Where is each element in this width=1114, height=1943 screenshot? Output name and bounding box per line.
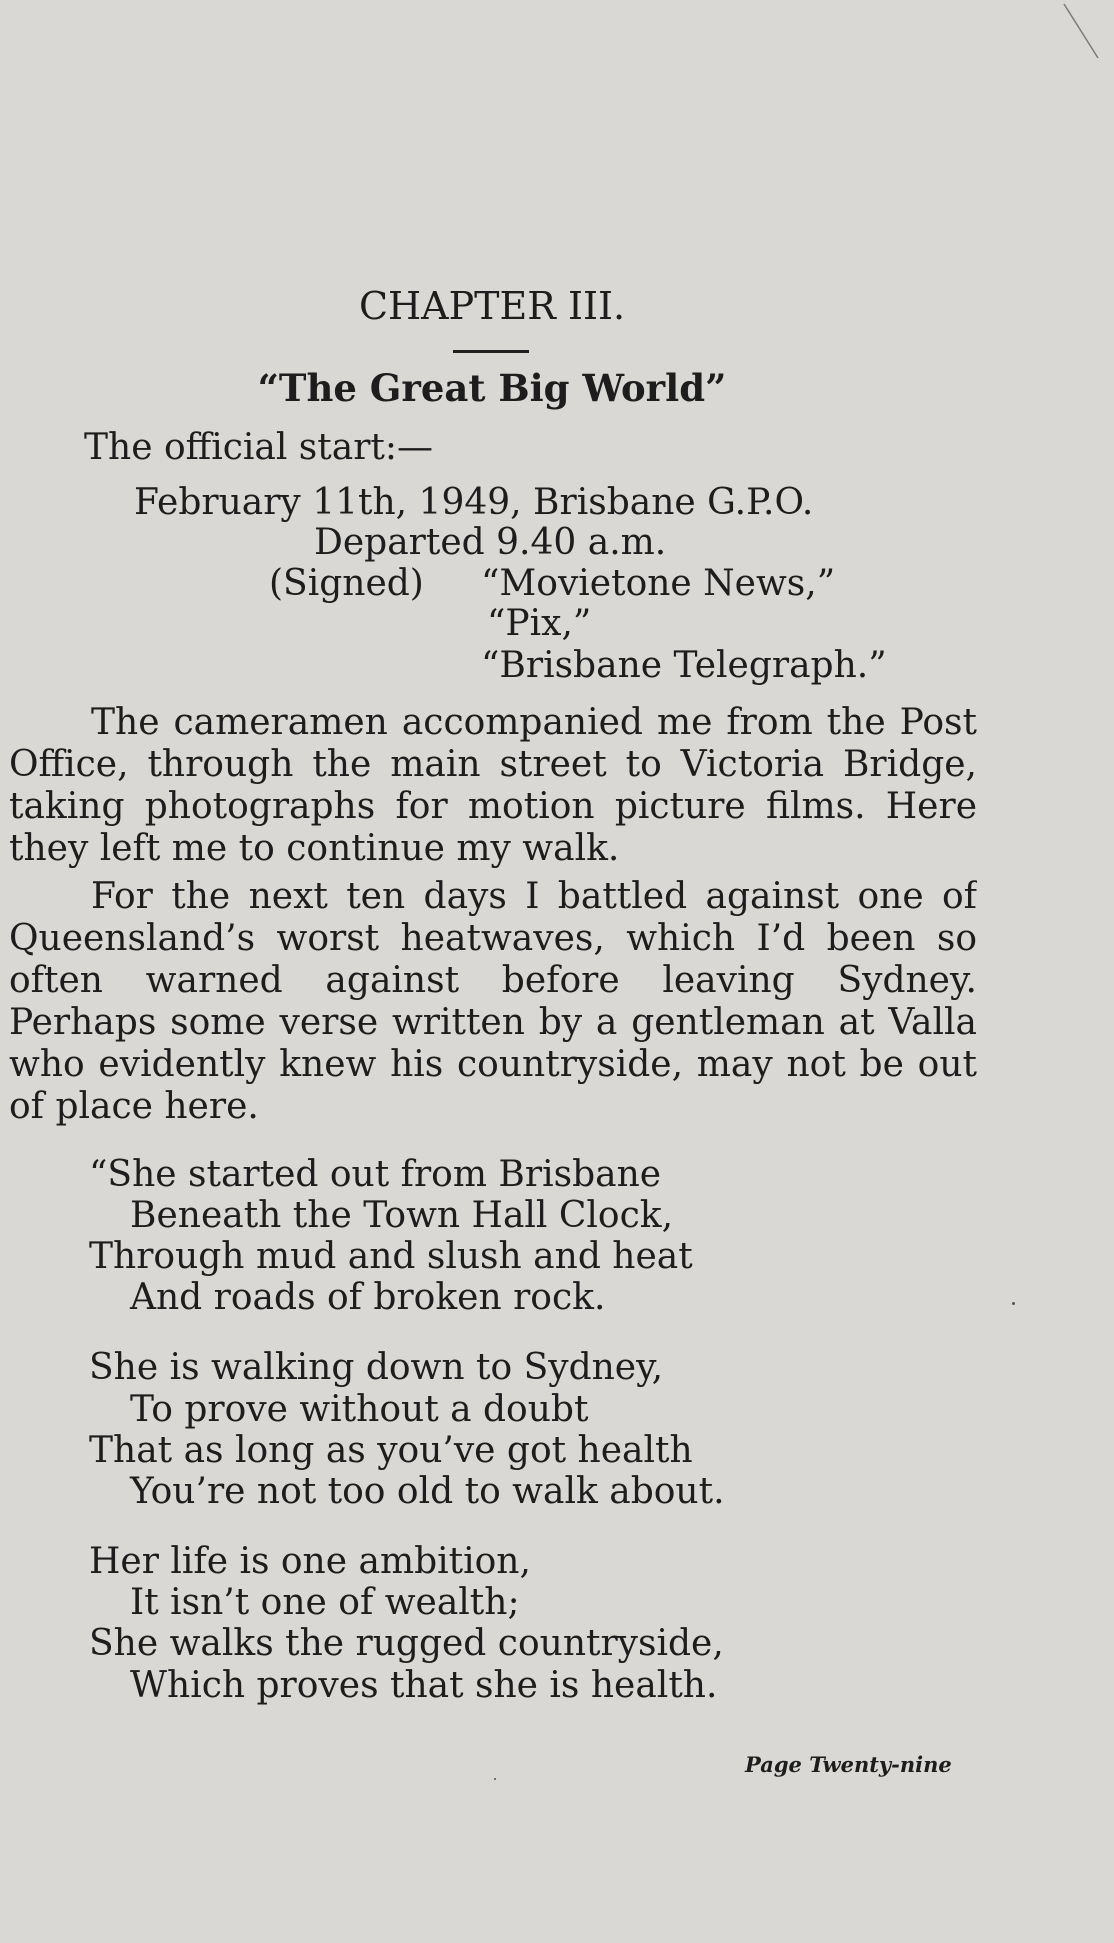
signatory: “Brisbane Telegraph.”: [481, 645, 887, 686]
poem-line: She walks the rugged countryside,: [89, 1623, 724, 1664]
official-start-date: February 11th, 1949, Brisbane G.P.O.: [134, 482, 814, 523]
chapter-heading: CHAPTER III.: [358, 284, 626, 328]
paragraph: [9, 876, 977, 1128]
paragraph: [9, 702, 977, 870]
poem-line: You’re not too old to walk about.: [130, 1471, 725, 1512]
poem-line: And roads of broken rock.: [130, 1277, 606, 1318]
signed-label: (Signed): [269, 563, 424, 604]
paragraph-line: taking photographs for motion picture films. Here: [9, 786, 977, 827]
signatory: “Pix,”: [487, 603, 592, 644]
paragraph-line: they left me to continue my walk.: [9, 828, 620, 869]
poem-line: Beneath the Town Hall Clock,: [130, 1195, 674, 1236]
chapter-subtitle: “The Great Big World”: [257, 366, 727, 410]
paragraph-line: The cameramen accompanied me from the Post: [91, 702, 977, 743]
paragraph-line: Perhaps some verse written by a gentleman at Valla: [9, 1002, 977, 1043]
paragraph-line: Office, through the main street to Victoria Bridge,: [9, 744, 977, 785]
poem-line: That as long as you’ve got health: [89, 1430, 693, 1471]
poem-line: Which proves that she is health.: [130, 1665, 718, 1706]
official-start-departed: Departed 9.40 a.m.: [314, 522, 667, 563]
poem-line: It isn’t one of wealth;: [130, 1582, 520, 1623]
poem-line: “She started out from Brisbane: [89, 1154, 662, 1195]
paper-speck: [1012, 1302, 1015, 1305]
poem-line: Through mud and slush and heat: [89, 1236, 693, 1277]
page-corner-mark: [1054, 0, 1114, 70]
heading-rule: [453, 350, 529, 353]
paragraph-line: who evidently knew his countryside, may not be out: [9, 1044, 977, 1085]
poem-line: To prove without a doubt: [130, 1389, 589, 1430]
paragraph-line: often warned against before leaving Sydney.: [9, 960, 977, 1001]
page-number: Page Twenty-nine: [745, 1752, 952, 1777]
paragraph-line: of place here.: [9, 1086, 259, 1127]
paper-speck: [494, 1778, 496, 1780]
poem-line: Her life is one ambition,: [89, 1541, 531, 1582]
poem-line: She is walking down to Sydney,: [89, 1347, 664, 1388]
signatory: “Movietone News,”: [481, 563, 836, 604]
paragraph-line: For the next ten days I battled against one of: [91, 876, 977, 917]
paragraph-line: Queensland’s worst heatwaves, which I’d been so: [9, 918, 977, 959]
official-start-intro: The official start:—: [84, 427, 434, 468]
